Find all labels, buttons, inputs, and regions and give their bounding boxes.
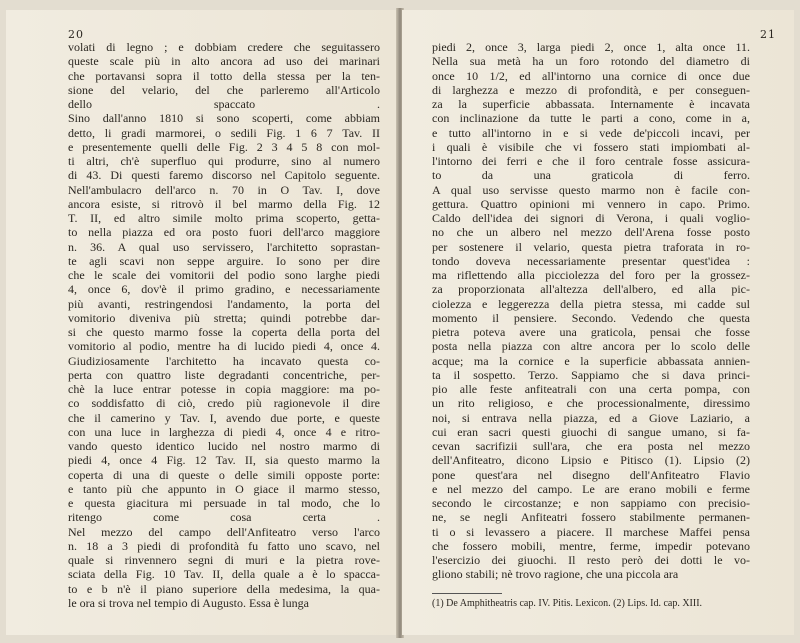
text-line: e tutto all'intorno in e si vede de'piccoli incavi, per [432,125,750,140]
text-line: vomitorio diveniva più stretta; quindi potrebbe dar- [68,310,380,325]
right-page [402,10,794,635]
text-line: ta il sospetto. Terzo. Sappiamo che si dava princi- [432,367,750,382]
footnote: (1) De Amphitheatris cap. IV. Pitis. Lexicon. (2) Lips. Id. cap. XIII. [432,598,703,609]
text-line: te agli scavi non seppe arguire. Io sono per dire [68,253,380,268]
text-line: con una luce in larghezza di piedi 4, once 4 e ritro- [68,424,380,439]
text-line: perta con quattro liste degradanti concentriche, per- [68,367,380,382]
text-line: momento il pensiere. Secondo. Vedendo che questa [432,310,750,325]
text-line: l'intorno dei ferri e che il foro centrale fosse assicura- [432,154,750,168]
text-line: gliono stabili; nè trovo ragione, che una piccola ara [432,567,679,582]
text-line: dello spaccato . [68,97,380,111]
text-line: vando questo identico lucido nel nostro marmo di [68,439,380,453]
text-line: sione del velario, del che parleremo all'Articolo [68,82,380,97]
text-line: za la superficie abbassata. Internamente è incavata [432,97,750,111]
text-line: che il camerino y Tav. I, avendo due porte, e queste [68,410,380,425]
text-line: detto, li gradi marmorei, o sedili Fig. 1 6 7 Tav. II [68,125,380,140]
footnote-rule [432,593,502,594]
text-line: dell'Anfiteatro, dicono Lipsio e Pitisco (1). Lipsio (2) [432,453,750,468]
left-page [6,10,398,635]
text-line: posta nella piazza con altre ancora per lo scolo delle [432,339,750,354]
text-line: i quali è visibile che vi fossero stati impiombati al- [432,139,750,154]
text-line: per sostenere il velario, questa pietra traforata in ro- [432,239,750,254]
text-line: 4, once 6, dov'è il primo gradino, e necessariamente [68,282,380,297]
text-line: si che questo marmo fosse la coperta della porta del [68,325,380,339]
text-line: e tanto più che appunto in O giace il marmo stesso, [68,481,380,496]
text-line: chè la luce entrar potesse in copia maggiore: ma po- [68,382,380,396]
text-line: cevan sacrifizii sull'ara, che era posta nel mezzo [432,439,750,453]
text-line: ti altri, ch'è superfluo qui produrre, sino al numero [68,154,380,168]
text-line: to nella piazza ed ora posto fuori dell'arco maggiore [68,225,380,240]
text-line: once 10 1/2, ed all'intorno una cornice di once due [432,68,750,83]
text-line: ti o si levassero a piacere. Il marchese Maffei pensa [432,524,750,539]
text-line: ancora esiste, si ritrovò il bel marmo della Fig. 12 [68,196,380,211]
text-line: Sino dall'anno 1810 si sono scoperti, come abbiam [68,111,380,126]
text-line: ritengo come cosa certa . [68,510,380,525]
right-page-text [432,40,750,582]
text-line: volati di legno ; e dobbiam credere che seguitassero [68,40,380,54]
text-line: T. II, ed altro simile molto prima scoperto, getta- [68,211,380,225]
text-line: pone quest'ara nel disegno dell'Anfiteatro Flavio [432,467,750,482]
text-line: piedi 2, once 3, larga piedi 2, once 1, alta once 11. [432,40,750,54]
left-page-text [68,40,380,610]
text-line: con inclinazione da tutte le parti a cono, come in a, [432,111,750,126]
text-line: e nel mezzo del campo. Le are erano mobili e ferme [432,481,750,496]
text-line: quale si rinvennero segni di muri e la pietra rove- [68,553,380,567]
text-line: pietra poteva avere una graticola, pensai che fosse [432,325,750,339]
text-line: che le scale dei vomitorii del podio sono larghe piedi [68,268,380,282]
text-line: l'esercizio dei giuochi. Il resto però dei dotti le vo- [432,553,750,567]
text-line: che fossero mobili, mentre, ferme, impedir potevano [432,538,750,553]
text-line: Nell'ambulacro dell'arco n. 70 in O Tav. I, dove [68,182,380,197]
text-line: che portavansi sopra il totto della stessa per la ten- [68,68,380,83]
text-line: Caldo dell'idea dei signori di Verona, i quali voglio- [432,211,750,225]
text-line: n. 36. A qual uso servissero, l'architetto soprastan- [68,239,380,254]
text-line: vomitorio al podio, mentre ha di lucido piedi 4, once 4. [68,339,380,354]
page-number-right: 21 [760,28,776,41]
text-line: più avanti, restringendosi l'andamento, la porta del [68,296,380,311]
text-line: gettura. Quattro opinioni mi vennero in capo. Primo. [432,196,750,211]
text-line: e questa giacitura mi persuade in tal modo, che lo [68,496,380,510]
text-line: cui eran sacri questi giuochi di sangue umano, si fa- [432,424,750,439]
text-line: tondo doveva necessariamente presentar quest'idea : [432,253,750,268]
text-line: di 43. Di questi faremo discorso nel Capitolo seguente. [68,168,380,183]
text-line: ne, se negli Anfiteatri fossero stabilmente permanen- [432,510,750,525]
page-number-left: 20 [68,28,84,41]
text-line: ma riflettendo alla picciolezza del foro per la grossez- [432,268,750,282]
text-line: di larghezza e mezzo di profondità, e per conseguen- [432,82,750,97]
text-line: e presentemente quelli delle Fig. 2 3 4 5 8 con mol- [68,139,380,154]
text-line: ciolezza e leggerezza della pietra stessa, mi cadde sul [432,296,750,311]
text-line: coperta di una di queste o delle simili opposte porte: [68,467,380,482]
text-line: co soddisfatto di ciò, credo più ragionevole il dire [68,396,380,411]
text-line: queste scale più in alto ancora ad uso dei marinari [68,54,380,69]
text-line: A qual uso servisse questo marmo non è facile con- [432,182,750,197]
text-line: Nella sua metà ha un foro rotondo del diametro di [432,54,750,69]
text-line: Nel mezzo del campo dell'Anfiteatro verso l'arco [68,524,380,539]
text-line: to da una graticola di ferro. [432,168,750,183]
text-line: secondo le circostanze; e non sappiamo con precisio- [432,496,750,510]
text-line: za proporzionata all'altezza dell'albero, ed alla pic- [432,282,750,297]
text-line: le ora si trova nel tempio di Augusto. Essa è lunga [68,595,309,610]
text-line: noi, si entrava nella piazza, ed a Giove Laziario, a [432,410,750,425]
text-line: sciata della Fig. 10 Tav. II, della quale a è lo spacca- [68,567,380,582]
text-line: n. 18 a 3 piedi di profondità fu fatto uno scavo, nel [68,538,380,553]
text-line: pio alle feste anfiteatrali con una certa pompa, con [432,382,750,396]
text-line: acque; ma la cornice e la superficie abbassata annien- [432,353,750,368]
text-line: no che un albero nel mezzo dell'Arena fosse posto [432,225,750,240]
text-line: to e b n'è il piano superiore della medesima, la qua- [68,581,380,596]
text-line: Giudiziosamente l'architetto ha incavato questa co- [68,353,380,368]
text-line: piedi 4, once 4 Fig. 12 Tav. II, sia questo marmo la [68,453,380,468]
text-line: un rito religioso, e che processionalmente, diressimo [432,396,750,411]
